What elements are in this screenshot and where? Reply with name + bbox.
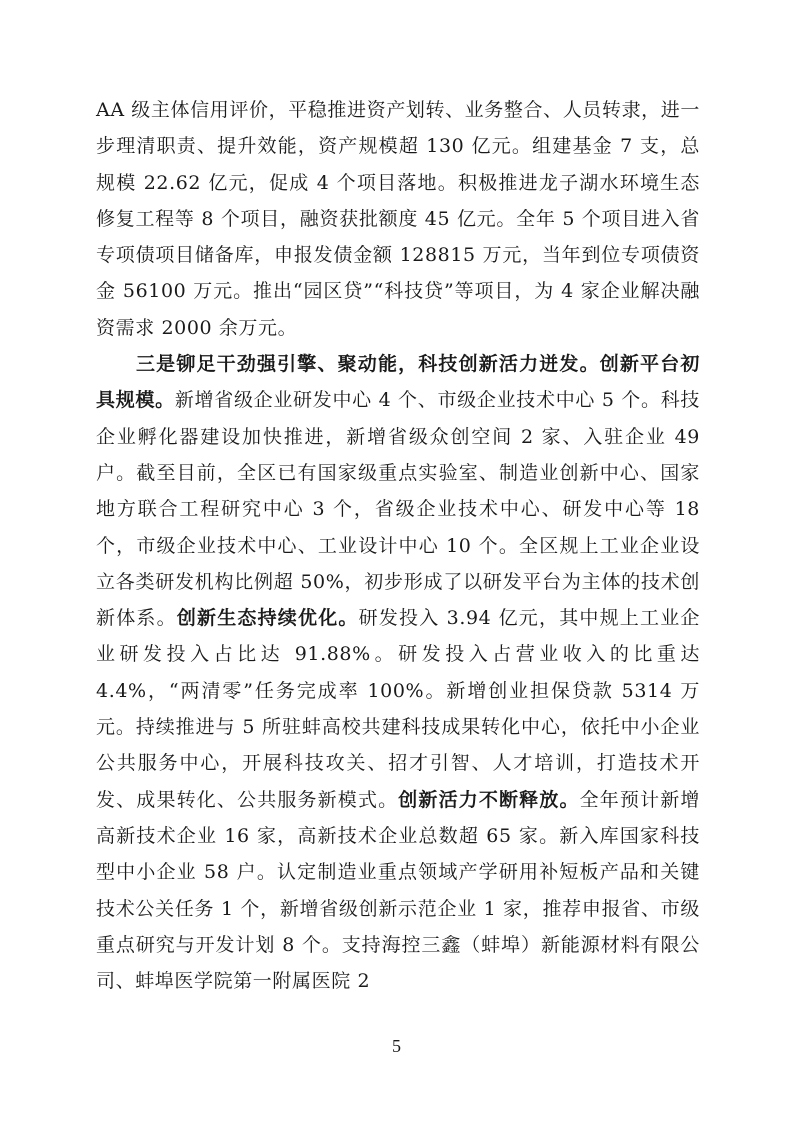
ecosystem-text: 研发投入 3.94 亿元，其中规上工业企业研发投入占比达 91.88%。研发投入占营业收入的比重达 4.4%，“两清零”任务完成率 100%。新增创业担保贷款 5314 万元。持续推进与 5 所驻蚌高校共建科技成果转化中心，依托中小企业公共服务中心，开展科技攻关、招才引智、人才培训，打造技术开发、成果转化、公共服务新模式。 [96,607,701,811]
paragraph-financing-text: AA 级主体信用评价，平稳推进资产划转、业务整合、人员转隶，进一步理清职责、提升效能，资产规模超 130 亿元。组建基金 7 支，总规模 22.62 亿元，促成 4 个项目落地。积极推进龙子湖水环境生态修复工程等 8 个项目，融资获批额度 45 亿元。全年 5 个项目进入省专项债项目储备库，申报发债金额 128815 万元，当年到位专项债资金 56100 万元。推出“园区贷”“科技贷”等项目，为 4 家企业解决融资需求 2000 余万元。 [96,99,700,339]
body-text [96,92,700,999]
subheading-vitality: 创新活力不断释放。 [398,788,580,811]
subheading-ecosystem: 创新生态持续优化。 [176,607,359,630]
paragraph-financing [96,92,700,346]
vitality-text: 全年预计新增高新技术企业 16 家，高新技术企业总数超 65 家。新入库国家科技型中小企业 58 户。认定制造业重点领域产学研用补短板产品和关键技术公关任务 1 个，新增省级创新示范企业 1 家，推荐申报省、市级重点研究与开发计划 8 个。支持海控三鑫（蚌埠）新能源材料有限公司、蚌埠医学院第一附属医院 2 [96,788,700,993]
page-number: 5 [392,1036,401,1056]
paragraph-tech-innovation [96,346,700,999]
subheading-platform: 创新平台初具规模。 [96,353,700,412]
platform-text: 新增省级企业研发中心 4 个、市级企业技术中心 5 个。科技企业孵化器建设加快推进，新增省级众创空间 2 家、入驻企业 49 户。截至目前，全区已有国家级重点实验室、制造业创新中心、国家地方联合工程研究中心 3 个，省级企业技术中心、研发中心等 18 个，市级企业技术中心、工业设计中心 10 个。全区规上工业企业设立各类研发机构比例超 50%，初步形成了以研发平台为主体的技术创新体系。 [96,389,700,630]
section-heading: 三是铆足干劲强引擎、聚动能，科技创新活力迸发。 [136,353,600,376]
